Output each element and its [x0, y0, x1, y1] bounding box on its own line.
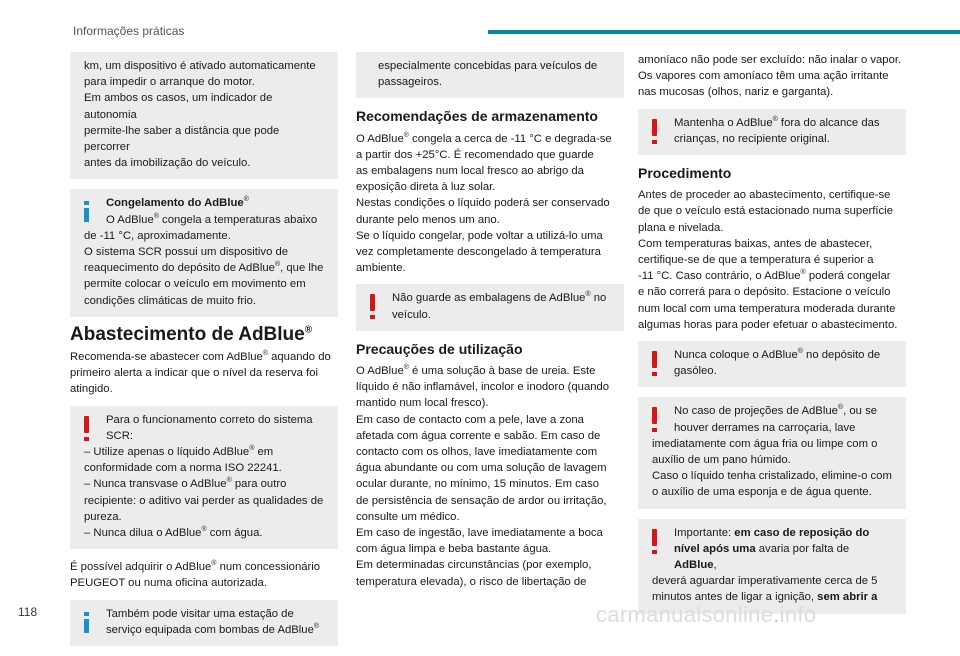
warning-box-diesel-tank — [638, 341, 906, 387]
warning-icon — [370, 294, 375, 311]
info-text: Também pode visitar uma estação de serviço equipada com bombas de AdBlue® — [106, 607, 320, 636]
info-box-service-station — [70, 600, 338, 646]
warning-icon — [652, 351, 657, 368]
warning-icon — [84, 416, 89, 433]
warning-box-storage — [356, 284, 624, 330]
paragraph-storage: O AdBlue® congela a cerca de -11 °C e degrada-se a partir dos +25°C. É recomendado que guarde as embalagens num local fresco ao abrigo da exposição direta à luz solar. Nestas condições o líquido poderá ser conservado durante pelo menos um ano. Se o líquido congelar, pode voltar a utilizá-lo uma vez completamente descongelado à temperatura ambiente. — [356, 131, 612, 275]
warning-icon — [652, 529, 657, 546]
column-2 — [356, 52, 624, 598]
paragraph-refill-recommendation: Recomenda-se abastecer com AdBlue® aquando do primeiro alerta a indicar que o nível da reserva foi atingido. — [70, 350, 331, 396]
paragraph-precautions: O AdBlue® é uma solução à base de ureia. Este líquido é não inflamável, incolor e inodoro (quando mantido num local fresco). Em caso de contacto com a pele, lave a zona afetada com água corrente e sabão. Em caso de contacto com os olhos, lave imediatamente com água abundante ou com uma solução de lavagem ocular durante, no mínimo, 15 minutos. Em caso de persistência de sensação de ardor ou irritação, consulte um médico. Em caso de ingestão, lave imediatamente a boca com água limpa e beba bastante água. Em determinadas circunstâncias (por exemplo, temperatura elevada), o risco de libertação de — [356, 364, 610, 588]
warning-text: Importante: em caso de reposição do nível após uma avaria por falta de AdBlue, deverá aguardar imperativamente cerca de 5 minutos antes de ligar a ignição, sem abrir a — [652, 526, 878, 604]
column-3 — [638, 52, 906, 624]
note-text: km, um dispositivo é ativado automaticamente para impedir o arranque do motor. Em ambos os casos, um indicador de autonomia permite-lhe saber a distância que pode percorrer antes da imobilização do veículo. — [84, 60, 316, 170]
page-number: 118 — [18, 605, 38, 619]
warning-text: Para o funcionamento correto do sistema SCR: – Utilize apenas o líquido AdBlue® em conformidade com a norma ISO 22241. – Nunca transvase o AdBlue® para outro recipiente: o aditivo vai perder as qualidades de pureza. – Nunca dilua o AdBlue® com água. — [84, 413, 324, 540]
note-box-continuation — [356, 52, 624, 98]
note-box-autonomy — [70, 52, 338, 179]
section-heading-precautions: Precauções de utilização — [356, 340, 523, 357]
watermark: carmanualsonline.info — [596, 602, 817, 627]
warning-text: Nunca coloque o AdBlue® no depósito de gasóleo. — [674, 348, 881, 378]
note-text: especialmente concebidas para veículos de passageiros. — [378, 60, 598, 89]
paragraph-ammonia: amoníaco não pode ser excluído: não inalar o vapor. Os vapores com amoníaco têm uma ação irritante nas mucosas (olhos, nariz e garganta). — [638, 54, 902, 99]
running-header: Informações práticas — [73, 24, 185, 38]
warning-text: Mantenha o AdBlue® fora do alcance das crianças, no recipiente original. — [674, 115, 880, 145]
header-accent-bar — [488, 30, 960, 34]
info-icon — [84, 201, 89, 205]
info-text: Congelamento do AdBlue® O AdBlue® congela a temperaturas abaixo de -11 °C, aproximadamente. O sistema SCR possui um dispositivo de reaquecimento do depósito de AdBlue®, que lhe permite colocar o veículo em movimento em condições climáticas de muito frio. — [84, 196, 324, 307]
warning-text: Não guarde as embalagens de AdBlue® no veículo. — [392, 291, 607, 321]
warning-icon — [652, 407, 657, 424]
warning-box-spills — [638, 397, 906, 508]
warning-box-children — [638, 109, 906, 155]
warning-icon — [652, 119, 657, 136]
paragraph-procedure: Antes de proceder ao abastecimento, certifique-se de que o veículo está estacionado numa superfície plana e nivelada. Com temperaturas baixas, antes de abastecer, certifique-se de que a temperatura é superior a -11 °C. Caso contrário, o AdBlue® poderá congelar e não correrá para o depósito. Estacione o veículo num local com uma temperatura moderada durante algumas horas para poder efetuar o abastecimento. — [638, 189, 898, 331]
section-heading-adblue-refill: Abastecimento de AdBlue® — [70, 323, 313, 345]
section-heading-storage: Recomendações de armazenamento — [356, 108, 598, 125]
paragraph-purchase: É possível adquirir o AdBlue® num concessionário PEUGEOT ou numa oficina autorizada. — [70, 560, 321, 590]
warning-box-important — [638, 519, 906, 614]
warning-box-scr — [70, 406, 338, 550]
column-1 — [70, 52, 338, 656]
warning-text: No caso de projeções de AdBlue®, ou se houver derrames na carroçaria, lave imediatamente com água fria ou limpe com o auxílio de um pano húmido. Caso o líquido tenha cristalizado, elimine-o com o auxílio de uma esponja e de água quente. — [652, 404, 892, 499]
info-icon — [84, 612, 89, 616]
section-heading-procedure: Procedimento — [638, 165, 732, 182]
info-box-freezing — [70, 189, 338, 316]
